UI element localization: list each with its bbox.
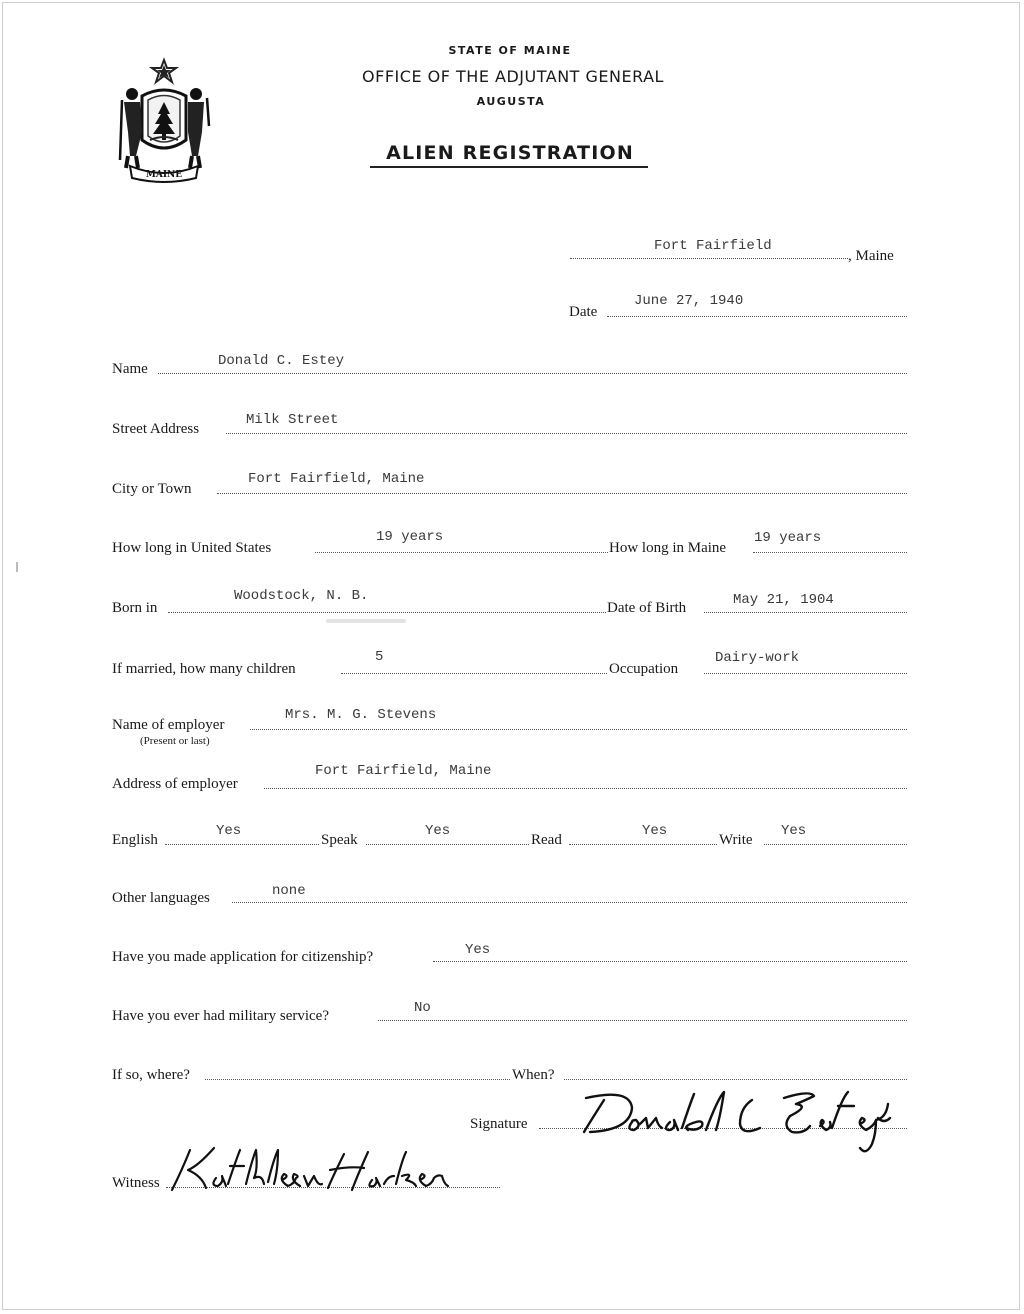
witness-label: Witness bbox=[112, 1175, 160, 1191]
read-value: Yes bbox=[642, 823, 668, 839]
read-line bbox=[569, 844, 717, 845]
signature-handwriting bbox=[570, 1078, 930, 1158]
employer-line bbox=[250, 729, 907, 730]
name-value: Donald C. Estey bbox=[218, 353, 345, 369]
other-languages-line bbox=[232, 902, 907, 903]
city-line bbox=[217, 493, 907, 494]
military-value: No bbox=[414, 1000, 431, 1016]
header-city: AUGUSTA bbox=[476, 95, 546, 108]
date-label: Date bbox=[569, 304, 598, 320]
how-long-us-line bbox=[315, 552, 608, 553]
name-line bbox=[158, 373, 907, 374]
military-label: Have you ever had military service? bbox=[112, 1008, 329, 1024]
location-line bbox=[570, 258, 848, 259]
citizenship-value: Yes bbox=[465, 942, 491, 958]
how-long-maine-label: How long in Maine bbox=[609, 540, 727, 556]
children-value: 5 bbox=[375, 649, 384, 665]
date-of-birth-label: Date of Birth bbox=[607, 600, 687, 616]
other-languages-label: Other languages bbox=[112, 890, 210, 906]
header-office: OFFICE OF THE ADJUTANT GENERAL bbox=[362, 67, 664, 86]
location-value: Fort Fairfield bbox=[654, 238, 772, 254]
write-label: Write bbox=[719, 832, 753, 848]
signature-label: Signature bbox=[470, 1116, 528, 1132]
when-label: When? bbox=[512, 1067, 555, 1083]
header-state: STATE OF MAINE bbox=[448, 44, 572, 57]
citizenship-line bbox=[433, 961, 907, 962]
street-label: Street Address bbox=[112, 421, 200, 437]
english-line bbox=[165, 844, 319, 845]
date-of-birth-value: May 21, 1904 bbox=[733, 592, 834, 608]
city-value: Fort Fairfield, Maine bbox=[248, 471, 425, 487]
employer-value: Mrs. M. G. Stevens bbox=[285, 707, 437, 723]
how-long-maine-line bbox=[753, 552, 907, 553]
how-long-us-value: 19 years bbox=[376, 529, 444, 545]
other-languages-value: none bbox=[272, 883, 306, 899]
employer-address-label: Address of employer bbox=[112, 776, 238, 792]
occupation-value: Dairy-work bbox=[715, 650, 800, 666]
location-suffix: , Maine bbox=[848, 248, 894, 264]
how-long-us-label: How long in United States bbox=[112, 540, 272, 556]
city-label: City or Town bbox=[112, 481, 192, 497]
where-line bbox=[205, 1079, 510, 1080]
speak-line bbox=[366, 844, 529, 845]
employer-label: Name of employer bbox=[112, 717, 225, 733]
english-value: Yes bbox=[216, 823, 242, 839]
born-in-label: Born in bbox=[112, 600, 158, 616]
date-value: June 27, 1940 bbox=[634, 293, 744, 309]
employer-address-value: Fort Fairfield, Maine bbox=[315, 763, 492, 779]
where-label: If so, where? bbox=[112, 1067, 190, 1083]
occupation-label: Occupation bbox=[609, 661, 679, 677]
children-label: If married, how many children bbox=[112, 661, 296, 677]
how-long-maine-value: 19 years bbox=[754, 530, 822, 546]
title-underline bbox=[370, 166, 648, 168]
witness-handwriting bbox=[158, 1140, 458, 1200]
form-title: ALIEN REGISTRATION bbox=[386, 142, 634, 164]
name-label: Name bbox=[112, 361, 148, 377]
occupation-line bbox=[704, 673, 907, 674]
date-line bbox=[607, 316, 907, 317]
write-line bbox=[764, 844, 907, 845]
paper-speck bbox=[16, 562, 18, 572]
children-line bbox=[341, 673, 607, 674]
military-line bbox=[378, 1020, 907, 1021]
speak-value: Yes bbox=[425, 823, 451, 839]
employer-address-line bbox=[264, 788, 907, 789]
born-in-value: Woodstock, N. B. bbox=[234, 588, 369, 604]
read-label: Read bbox=[531, 832, 562, 848]
street-line bbox=[226, 433, 907, 434]
ink-smudge bbox=[326, 619, 406, 623]
born-in-line bbox=[168, 612, 606, 613]
write-value: Yes bbox=[781, 823, 807, 839]
svg-text:MAINE: MAINE bbox=[145, 170, 183, 180]
citizenship-label: Have you made application for citizenship? bbox=[112, 949, 374, 965]
employer-sublabel: (Present or last) bbox=[140, 735, 210, 747]
date-of-birth-line bbox=[704, 612, 907, 613]
street-value: Milk Street bbox=[246, 412, 339, 428]
english-label: English bbox=[112, 832, 158, 848]
speak-label: Speak bbox=[321, 832, 358, 848]
